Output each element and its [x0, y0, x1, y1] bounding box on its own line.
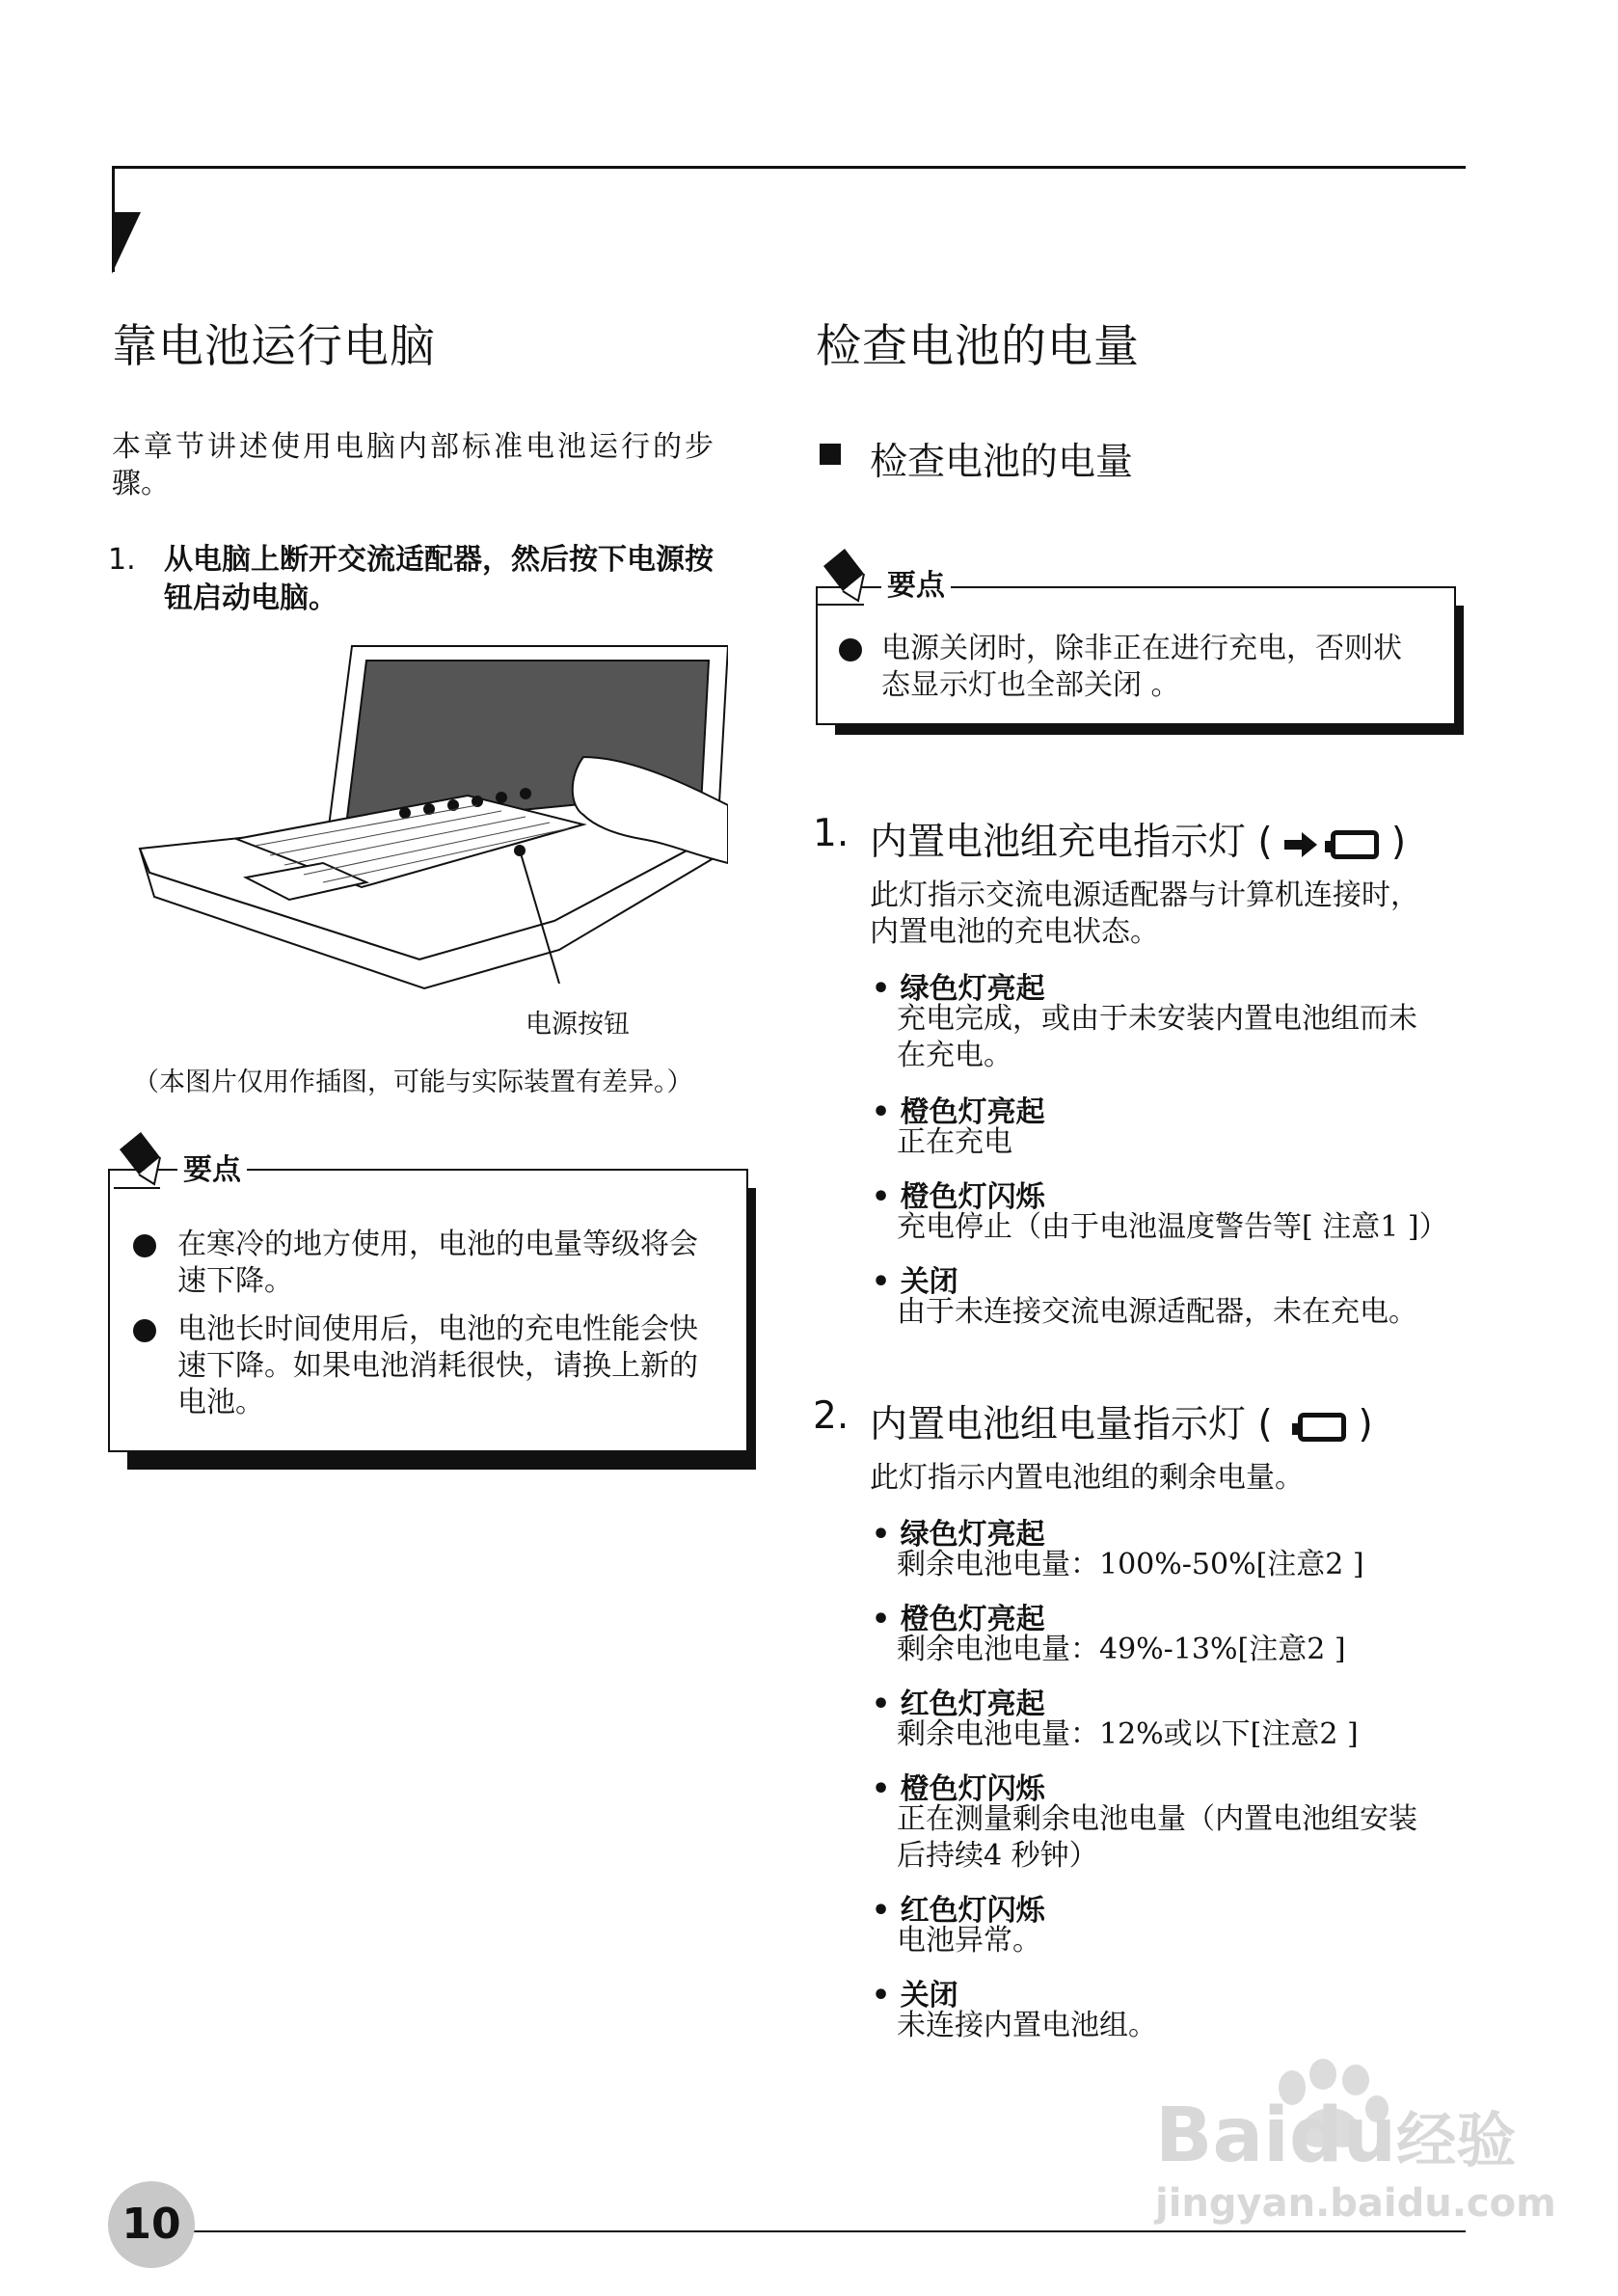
list-item-title: • 橙色灯闪烁	[872, 1772, 1045, 1806]
note-item-2-line-3: 电池。	[177, 1386, 264, 1419]
list-item-title: • 关闭	[872, 1265, 958, 1299]
charge-arrow-icon	[1284, 830, 1319, 859]
list-item-text: 电池异常。	[897, 1924, 1041, 1958]
right-note-line-1: 电源关闭时，除非正在进行充电，否则状	[881, 632, 1402, 665]
step-line-2: 钮启动电脑。	[164, 581, 337, 615]
section-2-number: 2.	[813, 1394, 849, 1438]
page-number: 10	[121, 2200, 181, 2249]
intro-line-2: 骤。	[112, 467, 170, 500]
figure-caption: （本图片仅用作插图，可能与实际装置有差异。）	[133, 1067, 693, 1097]
section-2-title-text: 内置电池组电量指示灯 (	[870, 1403, 1273, 1446]
pencil-icon	[112, 1128, 170, 1196]
section-1-desc-line-1: 此灯指示交流电源适配器与计算机连接时，	[870, 878, 1419, 912]
section-1-desc-line-2: 内置电池的充电状态。	[870, 915, 1159, 949]
corner-marker	[112, 212, 141, 274]
left-note-title: 要点	[177, 1146, 247, 1188]
list-item-text: 剩余电池电量：100%-50%[注意2 ]	[897, 1548, 1364, 1581]
right-subtitle: 检查电池的电量	[870, 441, 1134, 484]
list-item-text: 后持续4 秒钟）	[897, 1839, 1098, 1873]
list-item-title: • 绿色灯亮起	[872, 972, 1045, 1006]
section-2-title	[870, 1394, 1373, 1448]
laptop-illustration	[130, 641, 728, 1027]
step-number: 1.	[108, 543, 136, 577]
watermark-url: jingyan.baidu.com	[1155, 2181, 1556, 2226]
left-section-title: 靠电池运行电脑	[112, 320, 436, 373]
figure-label: 电源按钮	[526, 1010, 630, 1040]
list-item-title: • 红色灯亮起	[872, 1688, 1045, 1721]
list-item-title: • 橙色灯亮起	[872, 1095, 1045, 1129]
list-item-title: • 关闭	[872, 1979, 958, 2012]
step-line-1: 从电脑上断开交流适配器，然后按下电源按	[164, 543, 714, 577]
list-item-text: 由于未连接交流电源适配器，未在充电。	[897, 1295, 1417, 1329]
list-item-text: 正在测量剩余电池电量（内置电池组安装	[897, 1802, 1417, 1836]
footer-rule	[193, 2230, 1466, 2232]
right-note-line-2: 态显示灯也全部关闭 。	[881, 668, 1180, 702]
section-1-title	[870, 812, 1406, 866]
list-item-title: • 红色灯闪烁	[872, 1894, 1045, 1928]
list-item-text: 充电完成，或由于未安装内置电池组而未	[897, 1002, 1417, 1036]
note-item-2-line-1: 电池长时间使用后，电池的充电性能会快	[177, 1312, 698, 1346]
battery-icon	[1298, 1413, 1346, 1442]
intro-line-1: 本章节讲述使用电脑内部标准电池运行的步	[112, 430, 716, 464]
section-2-desc: 此灯指示内置电池组的剩余电量。	[870, 1461, 1304, 1495]
note-item-2-line-2: 速下降。如果电池消耗很快，请换上新的	[177, 1349, 698, 1383]
battery-icon	[1331, 830, 1379, 859]
section-1-number: 1.	[813, 812, 849, 855]
square-bullet-icon	[820, 444, 841, 465]
list-item-text: 正在充电	[897, 1125, 1012, 1159]
list-item-title: • 橙色灯亮起	[872, 1603, 1045, 1636]
list-item-text: 剩余电池电量：12%或以下[注意2 ]	[897, 1717, 1359, 1751]
pencil-icon	[816, 545, 874, 612]
header-rule	[112, 166, 1466, 169]
note-item-1-line-2: 速下降。	[177, 1264, 293, 1298]
list-item-text: 未连接内置电池组。	[897, 2009, 1157, 2042]
right-note-title: 要点	[881, 561, 951, 604]
section-1-title-text: 内置电池组充电指示灯 (	[870, 821, 1273, 864]
note-item-1-line-1: 在寒冷的地方使用，电池的电量等级将会	[177, 1228, 698, 1261]
section-1-title-close: )	[1390, 821, 1407, 864]
bullet-dot	[133, 1234, 156, 1257]
bullet-dot	[133, 1319, 156, 1342]
list-item-text: 在充电。	[897, 1039, 1012, 1072]
list-item-text: 剩余电池电量：49%-13%[注意2 ]	[897, 1633, 1346, 1666]
right-section-title: 检查电池的电量	[816, 320, 1140, 373]
list-item-title: • 橙色灯闪烁	[872, 1180, 1045, 1214]
bullet-dot	[839, 638, 862, 662]
watermark-brand: Baidu经验	[1155, 2093, 1517, 2179]
section-2-title-close: )	[1358, 1403, 1373, 1446]
list-item-text: 充电停止（由于电池温度警告等[ 注意1 ]）	[897, 1210, 1448, 1244]
list-item-title: • 绿色灯亮起	[872, 1518, 1045, 1552]
